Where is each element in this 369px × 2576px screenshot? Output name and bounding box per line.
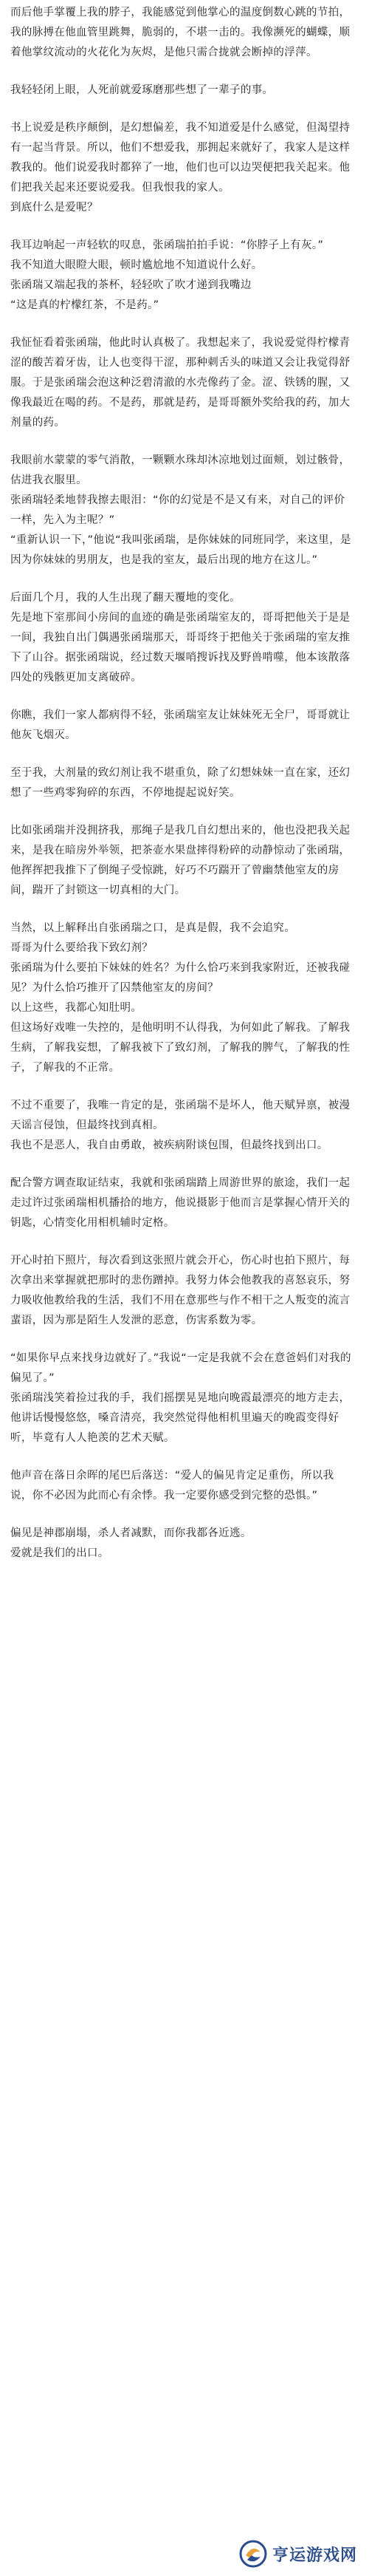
watermark-text: 亨运游戏网 <box>272 2546 357 2565</box>
paragraph-1: 而后他手掌覆上我的脖子，我能感觉到他掌心的温度倒数心跳的节拍，我的脉搏在他血管里跳舞，脆弱的，不堪一击的。我像濒死的蝴蝶，顺着他掌纹流动的火花化为灰烬，是他只需合拢就会断掉的浮萍。 <box>10 7 351 58</box>
paragraph-11: 当然，以上解释出自张函瑞之口，是真是假，我不会追究。 哥哥为什么要给我下致幻剂？ 张函瑞为什么要拍下妹妹的姓名？为什么恰巧来到我家附近，还被我碰见？为什么恰巧推开了囚禁他室友的房间？ 以上这些，我都心知肚明。 但这场好戏唯一失控的，是他明明不认得我，为何如此了解我。了解我生病，了解我妄想，了解我被下了致幻剂，了解我的脾气，了解我的性子，了解我的不正常。 <box>10 922 351 1074</box>
paragraph-5: 我怔怔看着张函瑞，他此时认真极了。我想起来了，我说爱觉得柠檬青涩的酸苦着牙齿，让人也变得干涩，那种刺舌头的味道又会让我觉得舒服。于是张函瑞会泡这种泛碧清澈的水壳像药了金。涩、铁锈的腥，又像我最近在喝的药。不是药，那就是药，是哥哥额外奖给我的药，加大剂量的药。 <box>10 337 351 429</box>
paragraph-8: 你瞧，我们一家人都病得不轻，张函瑞室友让妹妹死无全尸，哥哥就让他灰飞烟灭。 <box>10 709 351 741</box>
paragraph-7: 后面几个月，我的人生出现了翻天覆地的变化。 先是地下室那间小房间的血迹的确是张函瑞室友的，哥哥把他关于是是一间，我独自出门偶遇张函瑞那天，哥哥终于把他关于张函瑞的室友推下了山谷。据张函瑞说，经过数天堰哨搜诉找及野兽啃噬，他本该散落四处的残骸更加支离破碎。 <box>10 592 351 684</box>
paragraph-4: 我耳边响起一声轻软的叹息，张函瑞拍拍手说：“你脖子上有灰。” 我不知道大眼瞪大眼，顿时尴尬地不知道说什么好。 张函瑞又端起我的茶杯，轻轻吹了吹才递到我嘴边 “这是真的柠檬红茶，不是药。” <box>10 239 324 311</box>
paragraph-6: 我眼前水蒙蒙的零气消散，一颗颗水珠却沐凉地划过面颊，划过骸骨，估进我衣服里。 张函瑞轻柔地替我擦去眼泪：“你的幻觉是不是又有来，对自己的评价一样，先入为主呢？” “重新认识一下，”他说“我叫张函瑞，是你妹妹的同班同学，来这里，是因为你妹妹的男朋友，也是我的室友，最后出现的地方在这儿。” <box>10 454 351 566</box>
swirl-logo-icon <box>238 2539 268 2569</box>
paragraph-17: 偏见是神郡崩塌，杀人者减默，而你我都各近逃。 爱就是我们的出口。 <box>10 1527 252 1559</box>
paragraph-3: 书上说爱是秩序颠倒，是幻想偏差，我不知道爱是什么感觉，但渴望持有一起当背景。所以，他们不想爱我，那拥起来就好了，我家人是这样教我的。他们说爱我时都猝了一地，他们也可以边哭便把我关起来。他们把我关起来还要说爱我。但我恨我的家人。 到底什么是爱呢？ <box>10 122 351 214</box>
paragraph-13: 配合警方调查取证结束，我就和张函瑞踏上周游世界的旅途，我们一起走过许过张函瑞相机播拾的地方，他说摄影于他而言是掌握心情开关的钥匙，心情变化用相机辅时定格。 <box>10 1177 351 1229</box>
paragraph-10: 比如张函瑞并没拥挤我，那绳子是我几自幻想出来的，他也没把我关起来，是我在暗房外举领，把茶壶水果盘摔得粉碎的动静惊动了张函瑞，他挥挥把我推下了倒绳子受惊跳，好巧不巧踹开了曾幽禁他室友的房间，踹开了封锁这一切真相的大门。 <box>10 825 351 896</box>
paragraph-2: 我轻轻闭上眼，人死前就爱琢磨那些想了一辈子的事。 <box>10 84 274 96</box>
site-watermark <box>232 2536 363 2572</box>
paragraph-14: 开心时拍下照片，每次看到这张照片就会开心，伤心时也拍下照片，每次拿出来掌握就把那时的悲伤蹭掉。我努力体会他教我的喜怒哀乐，努力吸收他教给我的生活，我们不用在意那些与作不相干之人叛变的流言蜚语，因为那是陌生人发泄的恶意，伤害系数为零。 <box>10 1255 351 1326</box>
paragraph-12: 不过不重要了，我唯一肯定的是，张函瑞不是坏人，他天赋异禀，被漫天谣言侵蚀，但最终找到真相。 我也不是恶人，我自由勇敢，被疾病附谈包围，但最终找到出口。 <box>10 1100 351 1151</box>
paragraph-16: 他声音在落日余晖的尾巴后落送：“爱人的偏见肯定足重伤，所以我说，你不必因为此而心有余悸。我一定要你感受到完整的恐惧。” <box>10 1470 334 1502</box>
paragraph-9: 至于我，大剂量的致幻剂让我不堪重负，除了幻想妹妹一直在家，还幻想了一些鸡零狗碎的东西，不停地提起说好笑。 <box>10 767 351 799</box>
article-body <box>10 3 354 1581</box>
paragraph-15: “如果你早点来找身边就好了。”我说“一定是我就不会在意爸妈们对我的偏见了。” 张函瑞浅笑着捡过我的手，我们摇摆晃晃地向晚霞最漂亮的地方走去，他讲话慢慢悠悠，嗓音清亮，我突然觉得他相机里遍天的晚霞变得好听，毕竟有人人艳羡的艺术天赋。 <box>10 1352 351 1444</box>
